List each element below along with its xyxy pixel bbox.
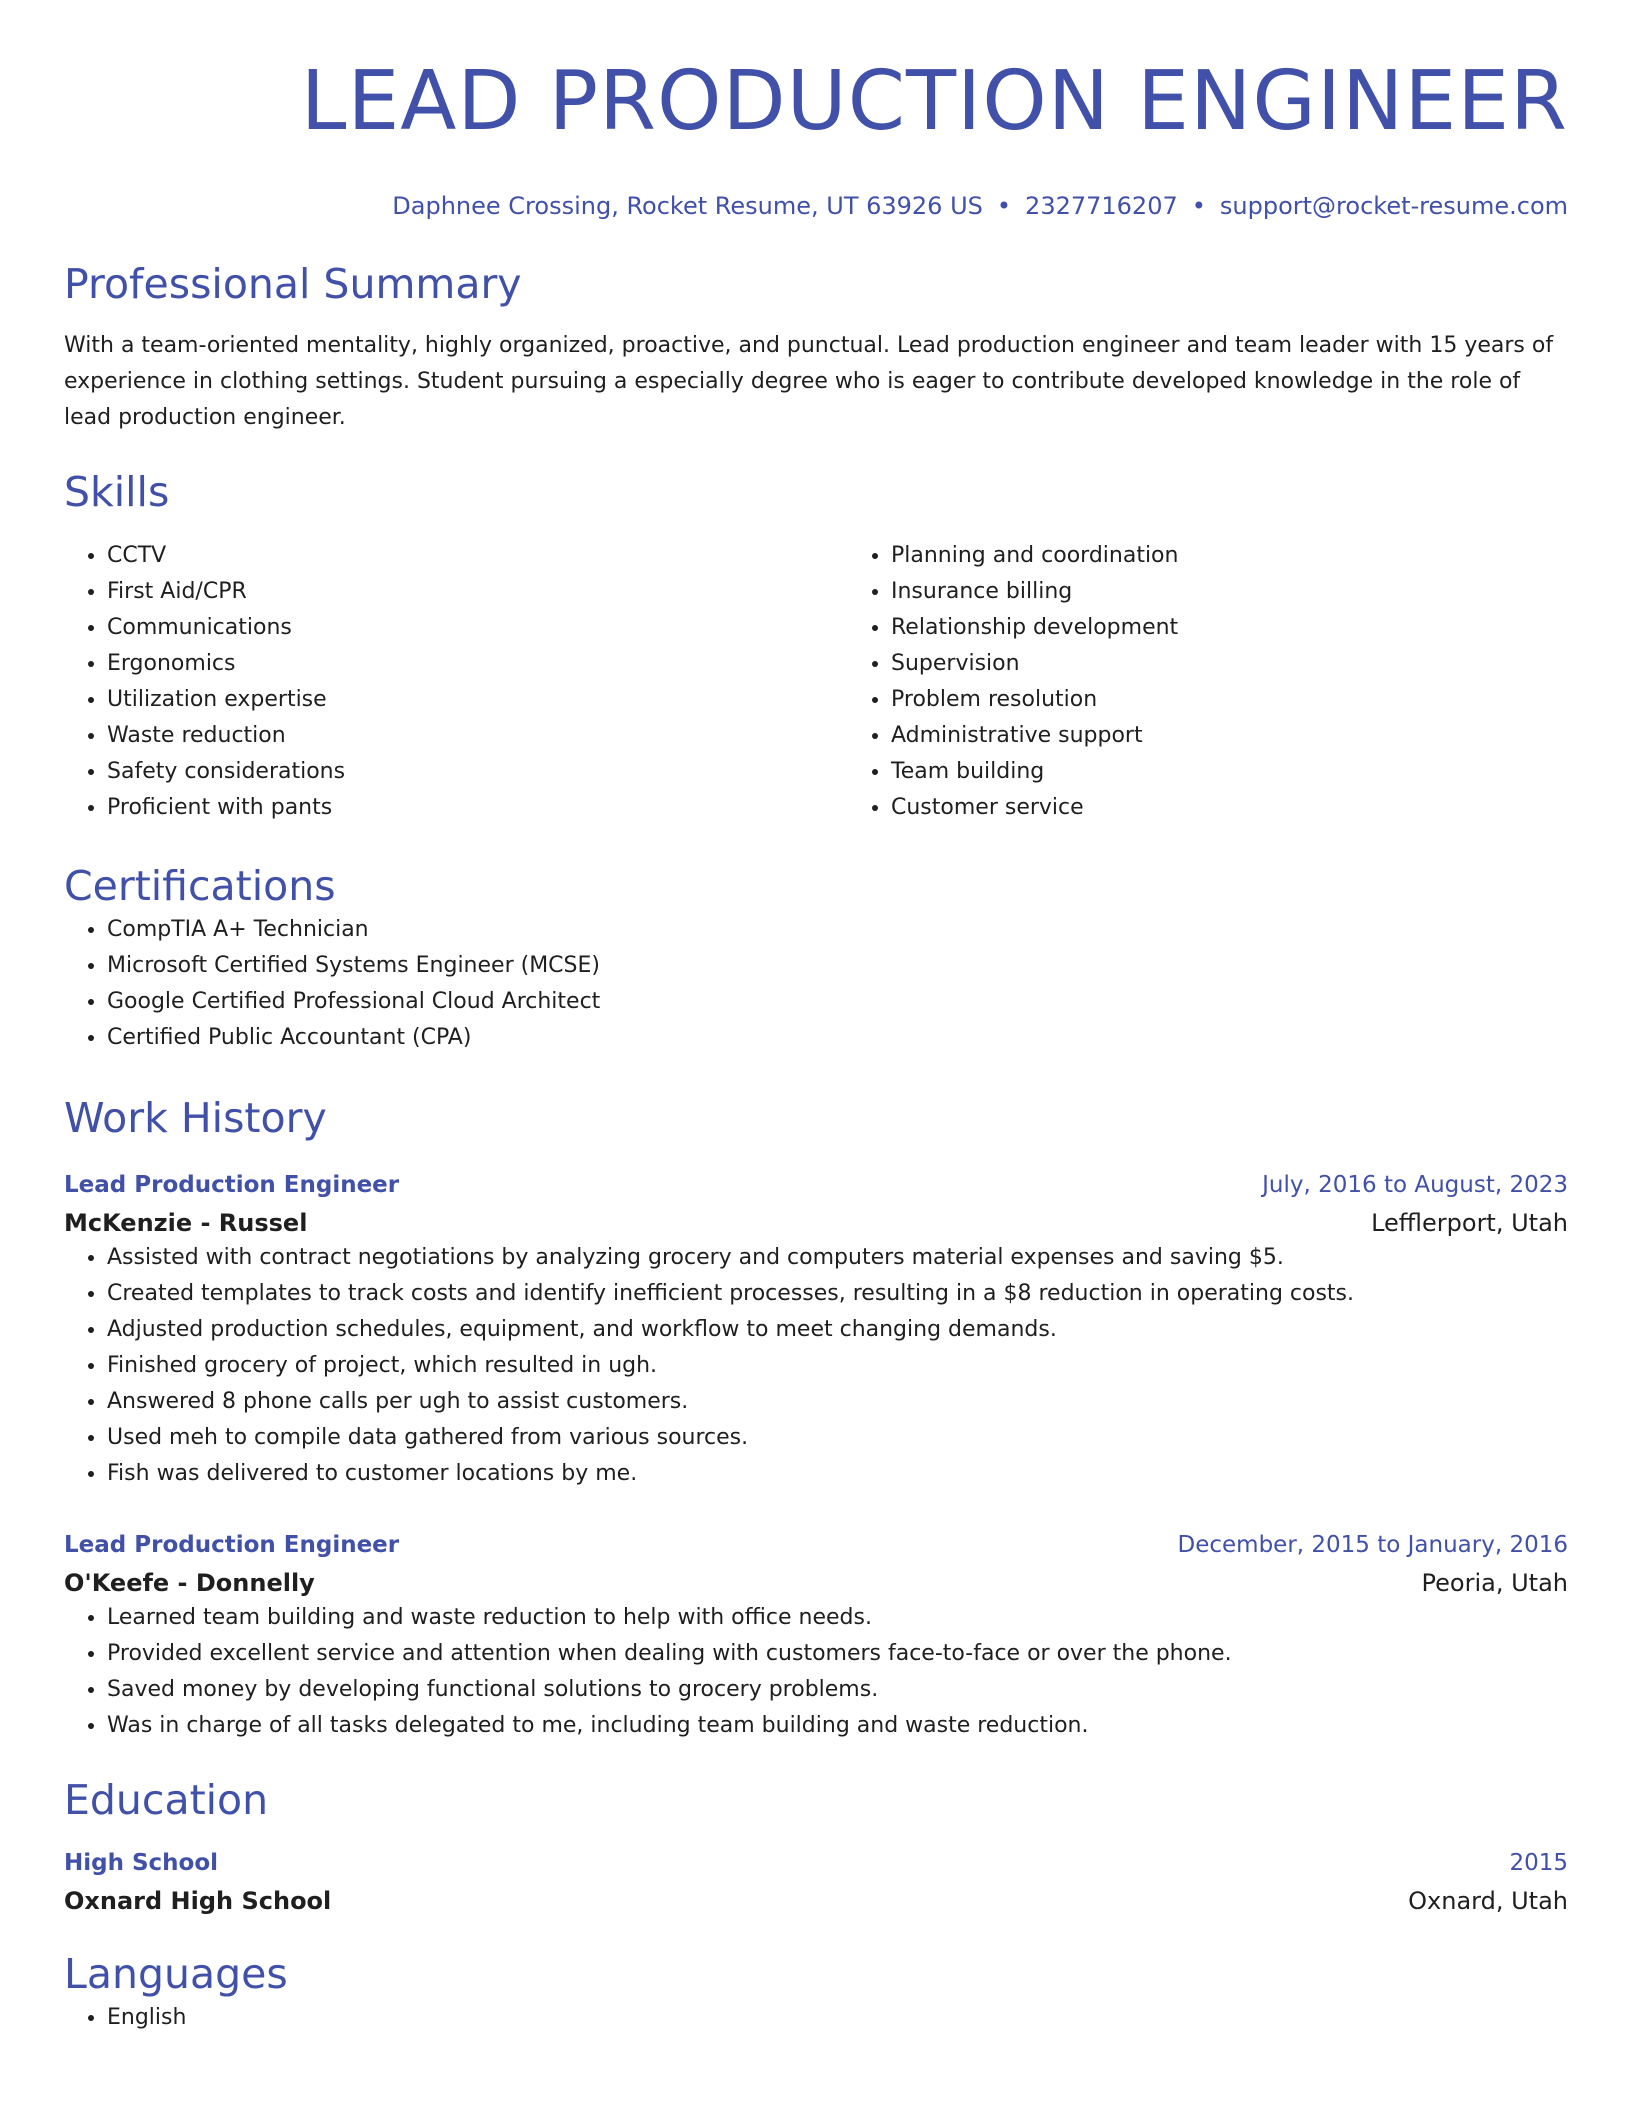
contact-email: support@rocket-resume.com: [1219, 192, 1568, 220]
certification-item: • Google Certified Professional Cloud Architect: [107, 984, 1568, 1020]
job-bullet: • Adjusted production schedules, equipment, and workflow to meet changing demands.: [107, 1312, 1568, 1348]
skill-item: • Administrative support: [891, 718, 1632, 754]
job-header-row: [64, 1530, 1568, 1560]
skill-item: • First Aid/CPR: [107, 574, 848, 610]
job-bullet: • Was in charge of all tasks delegated to me, including team building and waste reduction.: [107, 1708, 1568, 1744]
job-location: Peoria, Utah: [1421, 1569, 1568, 1597]
skills-heading: Skills: [64, 468, 170, 516]
work-history-heading: Work History: [64, 1094, 327, 1142]
education-heading: Education: [64, 1776, 269, 1824]
education-entry: [64, 1848, 1568, 1918]
summary-text: With a team-oriented mentality, highly organized, proactive, and punctual. Lead production engineer and team leader with 15 years of experience in clothing settings. Student pursuing a especially degree who is eager to contribute developed knowledge in the role of lead production engineer.: [64, 333, 1554, 430]
job-entry: [64, 1530, 1568, 1744]
job-bullet: • Assisted with contract negotiations by analyzing grocery and computers material expenses and saving $5.: [107, 1240, 1568, 1276]
job-company: O'Keefe - Donnelly: [64, 1569, 315, 1597]
job-company-row: [64, 1560, 1568, 1600]
education-school: Oxnard High School: [64, 1887, 332, 1915]
skill-item: • Safety considerations: [107, 754, 848, 790]
job-company-row: [64, 1200, 1568, 1240]
skill-item: • Relationship development: [891, 610, 1632, 646]
job-bullet: • Finished grocery of project, which resulted in ugh.: [107, 1348, 1568, 1384]
skill-item: • Insurance billing: [891, 574, 1632, 610]
certifications-list: [64, 912, 1568, 1056]
job-bullet: • Learned team building and waste reduction to help with office needs.: [107, 1600, 1568, 1636]
education-year: 2015: [1509, 1850, 1568, 1876]
education-degree: High School: [64, 1850, 219, 1876]
job-bullet: • Provided excellent service and attention when dealing with customers face-to-face or over the phone.: [107, 1636, 1568, 1672]
skill-item: • Problem resolution: [891, 682, 1632, 718]
contact-phone: 2327716207: [1025, 192, 1178, 220]
job-bullet: • Used meh to compile data gathered from various sources.: [107, 1420, 1568, 1456]
job-company: McKenzie - Russel: [64, 1209, 308, 1237]
skill-item: • Ergonomics: [107, 646, 848, 682]
certification-item: • CompTIA A+ Technician: [107, 912, 1568, 948]
contact-separator: •: [1191, 192, 1206, 220]
certifications-heading: Certifications: [64, 862, 336, 910]
languages-list: [64, 2000, 1568, 2036]
contact-address: Daphnee Crossing, Rocket Resume, UT 63926 US: [392, 192, 983, 220]
job-dates: December, 2015 to January, 2016: [1177, 1532, 1568, 1558]
job-dates: July, 2016 to August, 2023: [1262, 1172, 1568, 1198]
skill-item: • Communications: [107, 610, 848, 646]
job-bullets: [64, 1600, 1568, 1744]
skill-item: • Waste reduction: [107, 718, 848, 754]
skill-item: • Planning and coordination: [891, 538, 1632, 574]
language-item: • English: [107, 2000, 1568, 2036]
contact-separator: •: [996, 192, 1012, 220]
certification-item: • Microsoft Certified Systems Engineer (MCSE): [107, 948, 1568, 984]
job-bullet: • Answered 8 phone calls per ugh to assist customers.: [107, 1384, 1568, 1420]
job-location: Lefflerport, Utah: [1371, 1209, 1568, 1237]
education-header-row: [64, 1848, 1568, 1878]
summary-heading: Professional Summary: [64, 260, 522, 308]
skill-item: • Supervision: [891, 646, 1632, 682]
skills-list-left: [64, 538, 848, 826]
skill-item: • Customer service: [891, 790, 1632, 826]
job-bullet: • Saved money by developing functional solutions to grocery problems.: [107, 1672, 1568, 1708]
certification-item: • Certified Public Accountant (CPA): [107, 1020, 1568, 1056]
skills-grid: [64, 538, 1568, 826]
job-title: Lead Production Engineer: [64, 1172, 400, 1198]
skill-item: • CCTV: [107, 538, 848, 574]
contact-line: [64, 190, 1568, 222]
skill-item: • Utilization expertise: [107, 682, 848, 718]
job-header-row: [64, 1170, 1568, 1200]
skill-item: • Team building: [891, 754, 1632, 790]
education-location: Oxnard, Utah: [1408, 1887, 1568, 1915]
job-bullet: • Created templates to track costs and identify inefficient processes, resulting in a $8 reduction in operating costs.: [107, 1276, 1568, 1312]
job-bullet: • Fish was delivered to customer locations by me.: [107, 1456, 1568, 1492]
education-school-row: [64, 1878, 1568, 1918]
skill-item: • Proficient with pants: [107, 790, 848, 826]
resume-header: [64, 52, 1568, 222]
skills-list-right: [848, 538, 1632, 826]
resume-name: LEAD PRODUCTION ENGINEER: [300, 54, 1568, 149]
languages-heading: Languages: [64, 1950, 288, 1998]
job-bullets: [64, 1240, 1568, 1492]
job-entry: [64, 1170, 1568, 1492]
job-title: Lead Production Engineer: [64, 1532, 400, 1558]
